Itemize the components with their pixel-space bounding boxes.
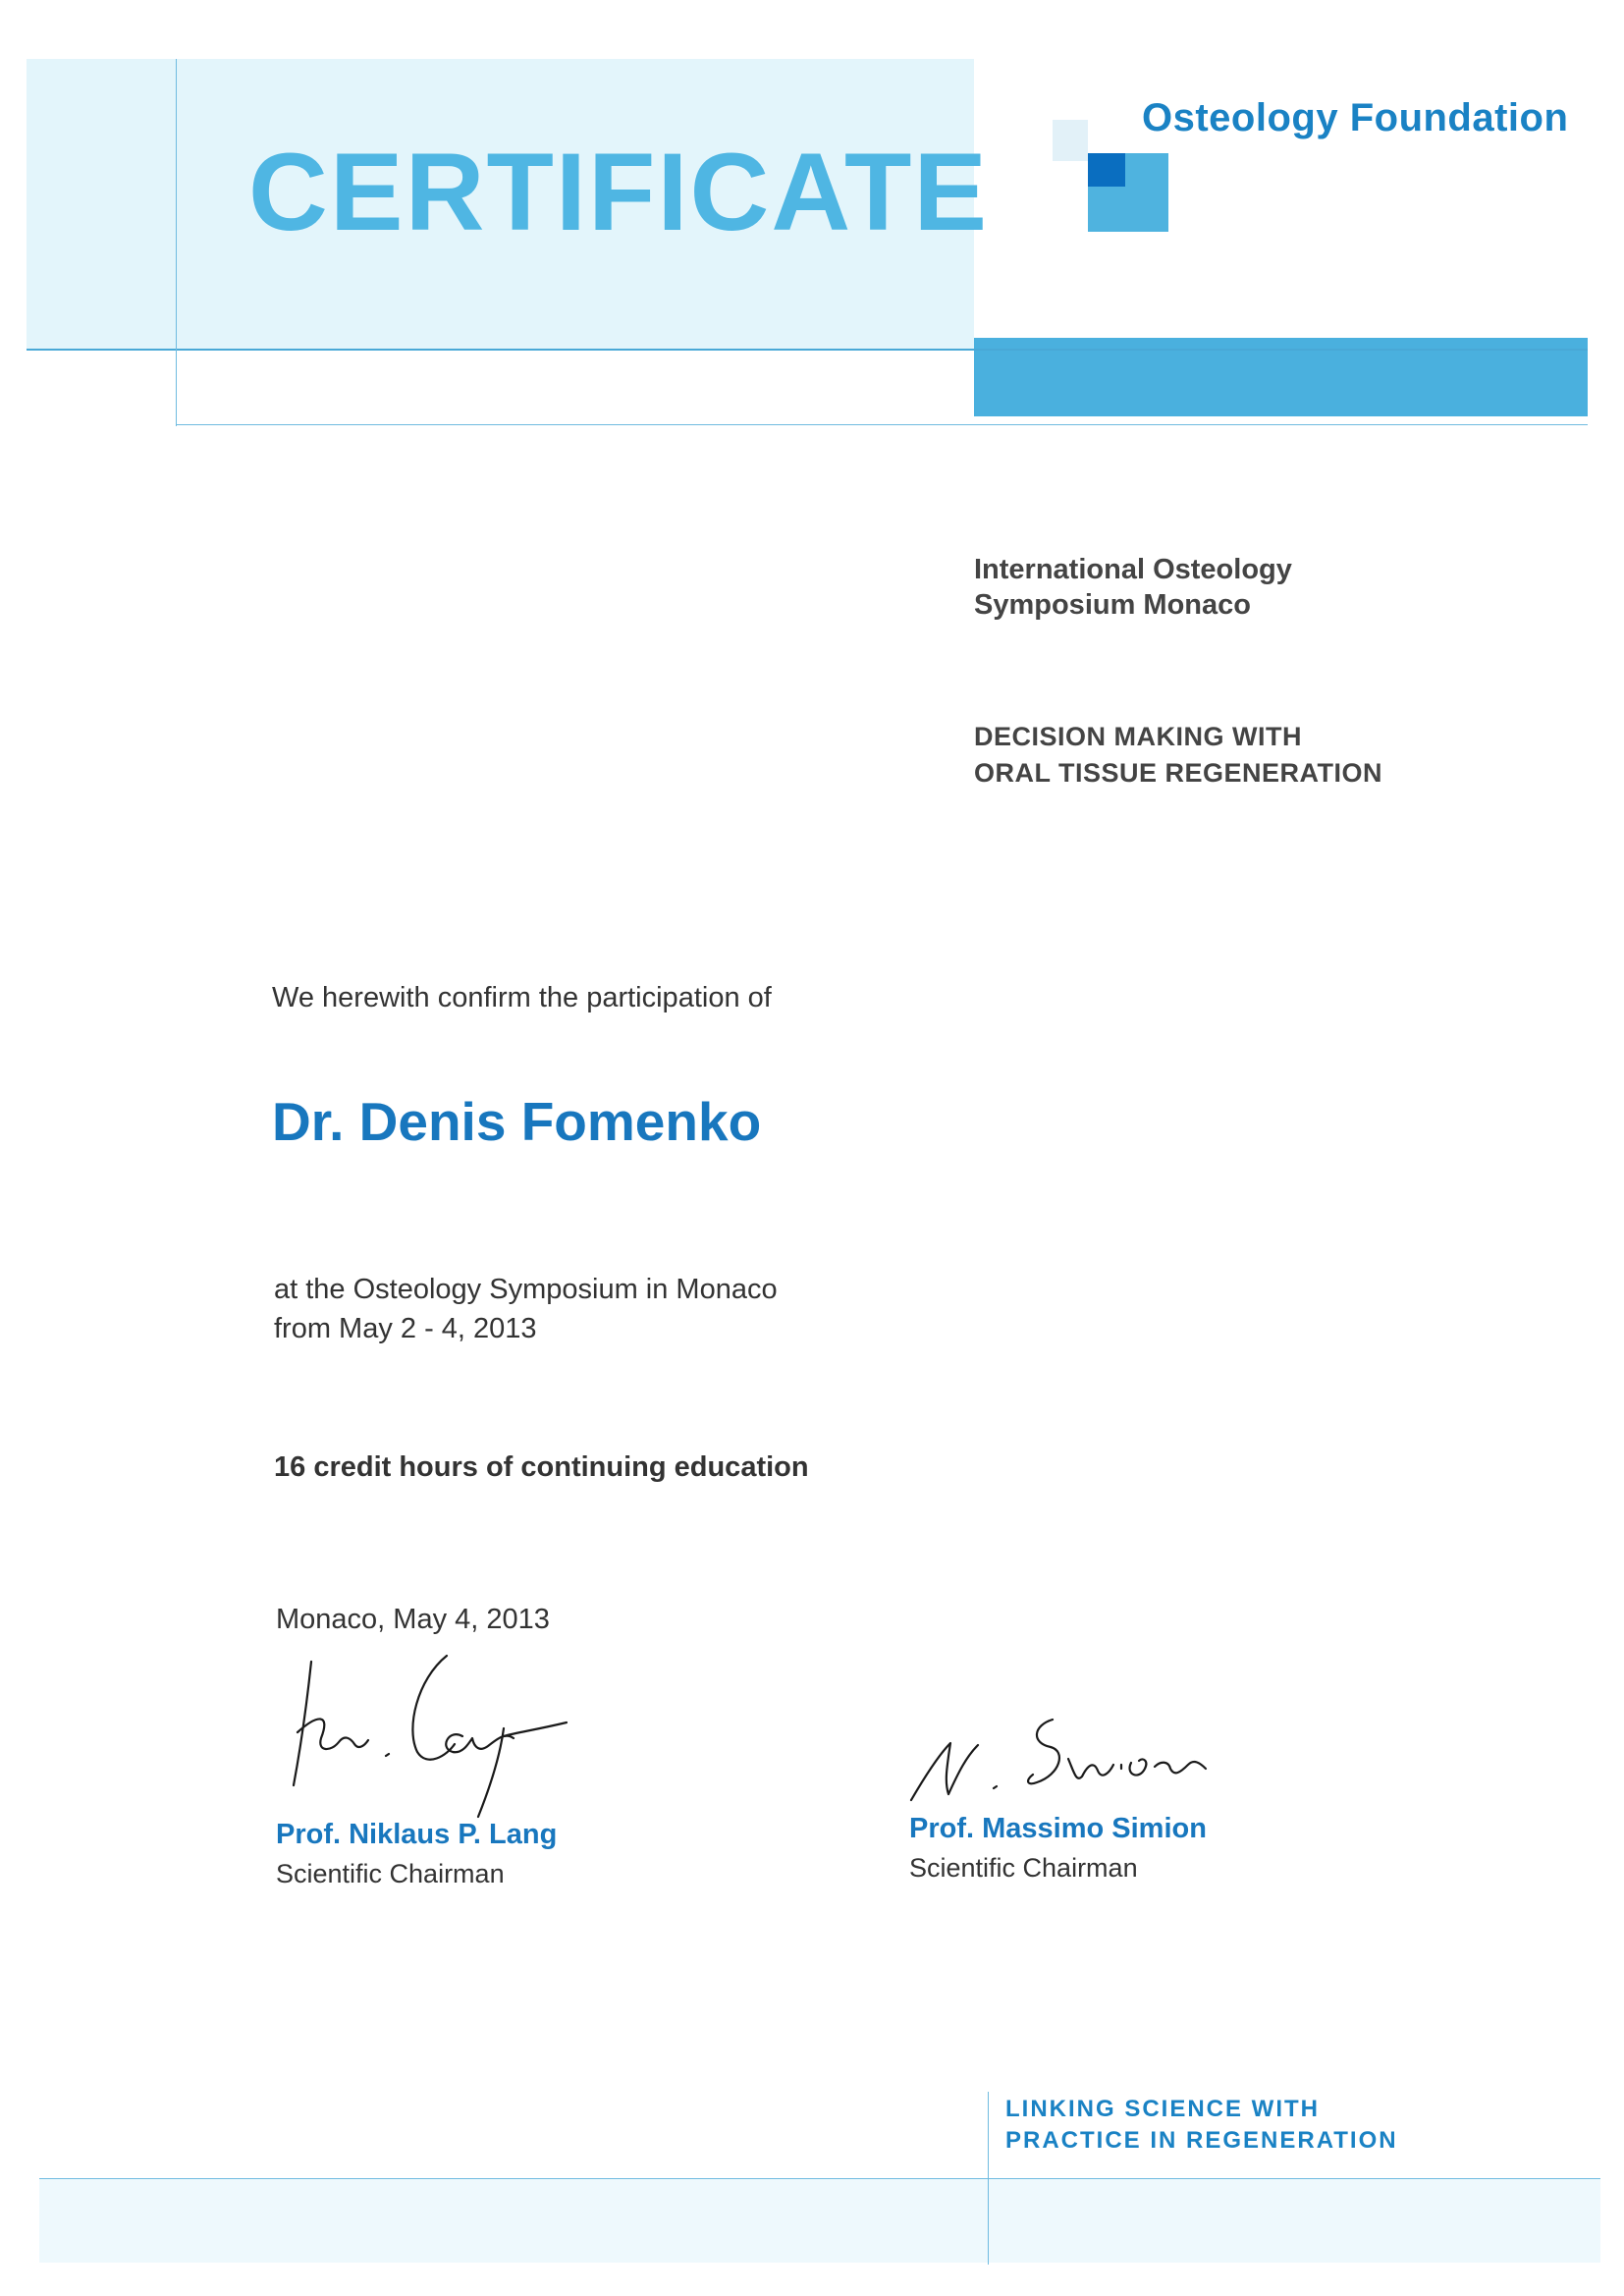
participant-name: Dr. Denis Fomenko	[272, 1091, 762, 1152]
footer-vertical-line	[988, 2092, 989, 2265]
event-subtitle-line1: DECISION MAKING WITH	[974, 722, 1302, 751]
logo-square-light	[1053, 120, 1088, 161]
signatory-role: Scientific Chairman	[276, 1859, 505, 1888]
signatory-name: Prof. Niklaus P. Lang	[276, 1819, 558, 1850]
confirmation-text: We herewith confirm the participation of	[272, 982, 772, 1013]
footer-band	[39, 2179, 1600, 2263]
event-title-line1: International Osteology	[974, 554, 1292, 585]
logo-square-dark	[1088, 153, 1125, 187]
slogan-line1: LINKING SCIENCE WITH	[1005, 2096, 1320, 2122]
venue-text	[274, 1270, 778, 1348]
slogan	[1005, 2094, 1398, 2157]
venue-line2: from May 2 - 4, 2013	[274, 1313, 537, 1344]
certificate-title: CERTIFICATE	[248, 131, 990, 253]
signatory-role: Scientific Chairman	[909, 1853, 1138, 1883]
signature-block-lang	[276, 1819, 557, 1889]
header-vertical-line	[176, 59, 177, 426]
event-title	[974, 552, 1292, 623]
footer-divider	[39, 2178, 1600, 2179]
signature-simion	[903, 1704, 1247, 1812]
slogan-line2: PRACTICE IN REGENERATION	[1005, 2127, 1398, 2154]
venue-line1: at the Osteology Symposium in Monaco	[274, 1274, 778, 1305]
event-subtitle-line2: ORAL TISSUE REGENERATION	[974, 758, 1383, 788]
event-title-line2: Symposium Monaco	[974, 589, 1251, 621]
organization-name: Osteology Foundation	[1142, 96, 1569, 139]
credit-hours: 16 credit hours of continuing education	[274, 1451, 809, 1483]
place-date: Monaco, May 4, 2013	[276, 1604, 550, 1635]
signature-block-simion	[909, 1813, 1207, 1884]
event-subtitle	[974, 719, 1382, 792]
signature-lang	[270, 1650, 584, 1831]
signatory-name: Prof. Massimo Simion	[909, 1813, 1207, 1844]
header-divider	[27, 349, 1588, 351]
header-bottom-line	[176, 424, 1588, 425]
